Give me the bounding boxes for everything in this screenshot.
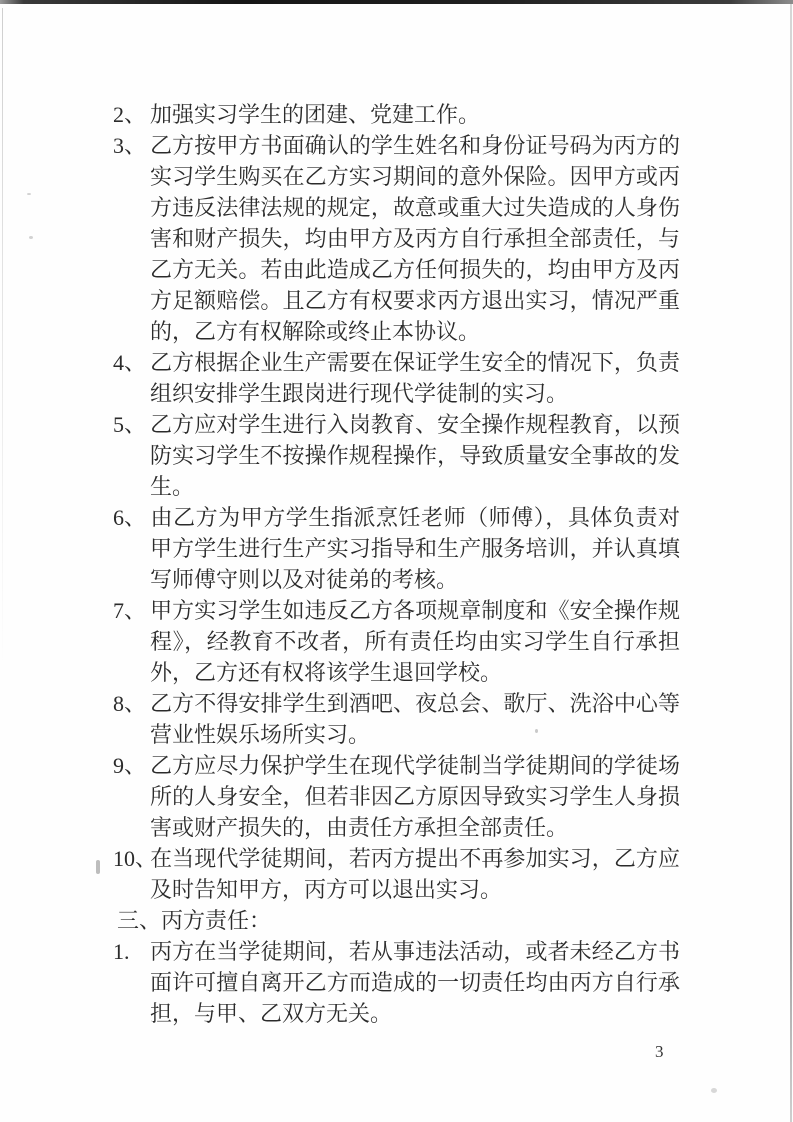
- item-number: 4、: [113, 350, 147, 375]
- item-text: 乙方不得安排学生到酒吧、夜总会、歌厅、洗浴中心等营业性娱乐场所实习。: [150, 691, 680, 747]
- item-number: 7、: [113, 598, 147, 623]
- scan-speck: [27, 193, 31, 195]
- item-text: 乙方根据企业生产需要在保证学生安全的情况下，负责组织安排学生跟岗进行现代学徒制的实习。: [150, 350, 680, 406]
- item-number: 10、: [113, 846, 158, 871]
- item-number: 8、: [113, 691, 147, 716]
- scan-edge-artifact-left: [2, 8, 3, 668]
- item-text: 乙方按甲方书面确认的学生姓名和身份证号码为丙方的实习学生购买在乙方实习期间的意外保险。因甲方或丙方违反法律法规的规定，故意或重大过失造成的人身伤害和财产损失，均由甲方及丙方自行承担全部责任，与乙方无关。若由此造成乙方任何损失的，均由甲方及丙方足额赔偿。且乙方有权要求丙方退出实习，情况严重的，乙方有权解除或终止本协议。: [150, 133, 680, 344]
- item-text: 甲方实习学生如违反乙方各项规章制度和《安全操作规程》，经教育不改者，所有责任均由实习学生自行承担外，乙方还有权将该学生退回学校。: [150, 598, 680, 685]
- item-text: 加强实习学生的团建、党建工作。: [150, 102, 481, 127]
- list-item: [113, 130, 680, 347]
- list-item: [113, 750, 680, 843]
- page-number: 3: [655, 1042, 664, 1061]
- list-item: [113, 409, 680, 502]
- list-item: [113, 347, 680, 409]
- item-text: 乙方应对学生进行入岗教育、安全操作规程教育，以预防实习学生不按操作规程操作，导致质量安全事故的发生。: [150, 412, 680, 499]
- scan-edge-artifact-top: [0, 0, 793, 4]
- list-item: [113, 843, 680, 905]
- item-number: 9、: [113, 753, 147, 778]
- scan-speck: [29, 236, 33, 239]
- list-item: [113, 595, 680, 688]
- list-item: [113, 936, 680, 1029]
- section-heading: 三、丙方责任：: [117, 908, 272, 933]
- item-number: 5、: [113, 412, 147, 437]
- list-item: [113, 99, 680, 130]
- list-item: [113, 688, 680, 750]
- item-number: 6、: [113, 505, 147, 530]
- item-text: 丙方在当学徒期间，若从事违法活动，或者未经乙方书面许可擅自离开乙方而造成的一切责任均由丙方自行承担，与甲、乙双方无关。: [150, 939, 680, 1026]
- scan-speck: [96, 860, 100, 874]
- item-number: 3、: [113, 133, 147, 158]
- list-item: [113, 502, 680, 595]
- item-text: 乙方应尽力保护学生在现代学徒制当学徒期间的学徒场所的人身安全，但若非因乙方原因导致实习学生人身损害或财产损失的，由责任方承担全部责任。: [150, 753, 680, 840]
- item-text: 在当现代学徒期间，若丙方提出不再参加实习，乙方应及时告知甲方，丙方可以退出实习。: [150, 846, 680, 902]
- item-text: 由乙方为甲方学生指派烹饪老师（师傅），具体负责对甲方学生进行生产实习指导和生产服务培训，并认真填写师傅守则以及对徒弟的考核。: [150, 505, 680, 592]
- contract-body: [113, 99, 680, 1029]
- scan-speck: [711, 1088, 717, 1093]
- scan-edge-artifact-right: [790, 4, 792, 1122]
- item-number: 2、: [113, 102, 147, 127]
- item-number: 1.: [113, 939, 130, 964]
